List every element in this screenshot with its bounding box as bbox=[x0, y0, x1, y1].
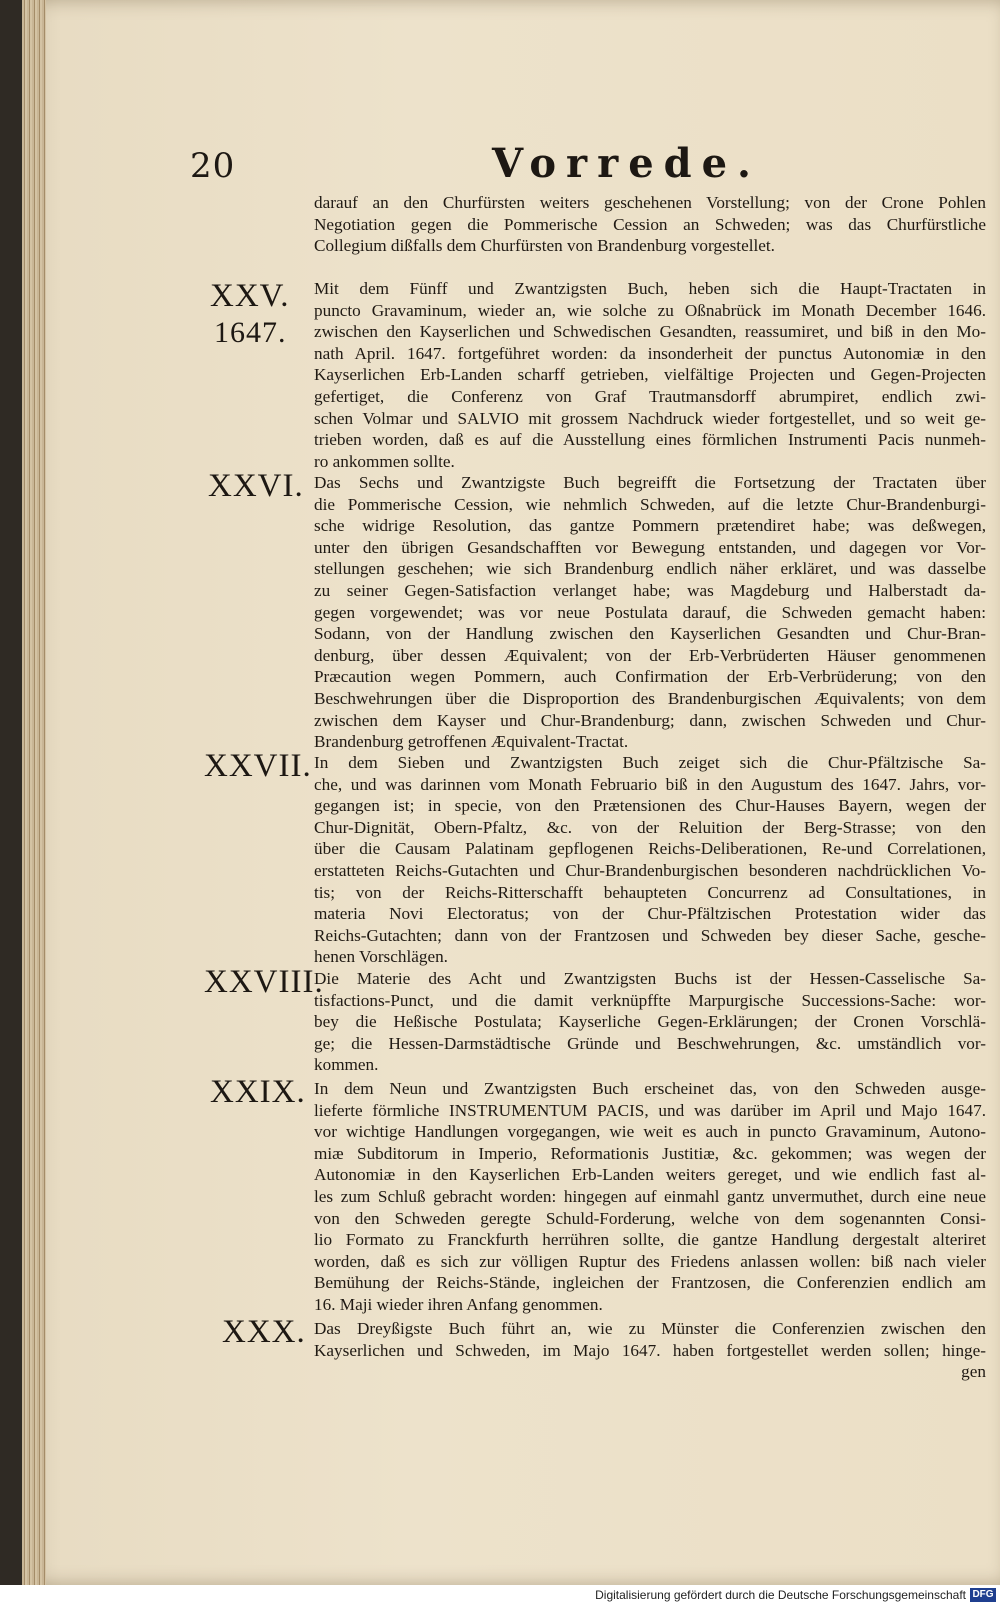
text-line: sche widrige Resolution, das gantze Pommern prætendiret habe; was deßwegen, bbox=[314, 516, 986, 536]
chapter-number: XXVII. bbox=[204, 748, 312, 784]
text-line: materia Novi Electoratus; von der Chur-Pfältzischen Protestation wider das bbox=[314, 904, 986, 924]
text-line: vor wichtige Handlungen vorgegangen, wie weit es auch in puncto Gravaminum, Autono- bbox=[314, 1122, 986, 1142]
text-line: Mit dem Fünff und Zwantzigsten Buch, heben sich die Haupt-Tractaten in bbox=[314, 279, 986, 298]
text-line: erstatteten Reichs-Gutachten und Chur-Brandenburgischen besonderen nachdrücklichen Vo- bbox=[314, 860, 986, 880]
text-line: gegangen ist; in specie, von den Prætensionen des Chur-Hauses Bayern, wegen der bbox=[314, 796, 986, 816]
text-line: miæ Subditorum in Imperio, Reformationis Justitiæ, &c. gekommen; was wegen der bbox=[314, 1143, 986, 1163]
year-marginal: 1647. bbox=[214, 316, 287, 349]
page-title: Vorrede. bbox=[492, 140, 761, 187]
text-line: lieferte förmliche INSTRUMENTUM PACIS, und was darüber im April und Majo 1647. bbox=[314, 1100, 986, 1120]
text-line: henen Vorschlägen. bbox=[314, 947, 448, 967]
text-line: puncto Gravaminum, wieder an, wie solche zu Oßnabrück im Monath December 1646. bbox=[314, 300, 986, 320]
text-line: les zum Schluß gebracht worden: hingegen auf einmahl gantz unvermuthet, durch eine neue bbox=[314, 1186, 986, 1206]
chapter-number: XXV. bbox=[210, 278, 290, 314]
text-line: Autonomiæ in den Kayserlichen Erb-Landen weiters gereget, und wie endlich fast al- bbox=[314, 1165, 986, 1185]
text-line: Collegium dißfalls dem Churfürsten von Brandenburg vorgestellet. bbox=[314, 236, 775, 256]
text-line: Negotiation gegen die Pommerische Cession an Schweden; was das Churfürstliche bbox=[314, 214, 986, 234]
paragraph-text bbox=[314, 968, 986, 1076]
running-head bbox=[22, 140, 1000, 200]
chapter-number: XXX. bbox=[222, 1314, 306, 1350]
text-line: lio Formato zu Franckfurth herrühren sollte, die gantze Handlung dergestalt alteriret bbox=[314, 1230, 986, 1250]
text-line: die Pommerische Cession, wie nehmlich Schweden, auf die letzte Chur-Brandenburgi- bbox=[314, 494, 986, 514]
chapter-number: XXVIII. bbox=[204, 964, 324, 1000]
paragraph-text bbox=[314, 1078, 986, 1316]
text-line: Das Dreyßigste Buch führt an, wie zu Münster die Conferenzien zwischen den bbox=[314, 1319, 986, 1338]
book-page bbox=[22, 0, 1000, 1585]
text-line: darauf an den Churfürsten weiters geschehenen Vorstellung; von der Crone Pohlen bbox=[314, 193, 986, 212]
text-line: Reichs-Gutachten; dann von der Frantzosen und Schweden bey dieser Sache, gesche- bbox=[314, 925, 986, 945]
dfg-logo-icon: DFG bbox=[970, 1588, 996, 1602]
text-line: bey die Heßische Postulata; Kayserliche Gegen-Erklärungen; der Cronen Vorschlä- bbox=[314, 1012, 986, 1032]
text-line: Die Materie des Acht und Zwantzigsten Buchs ist der Hessen-Casselische Sa- bbox=[314, 969, 986, 988]
text-line: gefertiget, die Conferenz von Graf Trautmansdorff abrumpiret, endlich zwi- bbox=[314, 386, 986, 406]
text-line: Brandenburg getroffenen Æquivalent-Tractat. bbox=[314, 732, 629, 752]
text-line: Kayserlichen Erb-Landen scharff getrieben, vielfältige Projecten und Gegen-Projecten bbox=[314, 365, 986, 385]
text-line: zu seiner Gegen-Satisfaction verlanget habe; was Magdeburg und Halberstadt da- bbox=[314, 580, 986, 600]
digitization-footer bbox=[0, 1585, 1000, 1606]
text-line: nath April. 1647. fortgeführet worden: da insonderheit der punctus Autonomiæ in den bbox=[314, 343, 986, 363]
paragraph-text bbox=[314, 472, 986, 753]
text-line: von den Schweden geregte Schuld-Forderung, welche von dem sogenannten Consi- bbox=[314, 1208, 986, 1228]
text-line: Sodann, von der Handlung zwischen den Kayserlichen Gesandten und Chur-Bran- bbox=[314, 624, 986, 644]
text-line: In dem Neun und Zwantzigsten Buch erscheinet das, von den Schweden ausge- bbox=[314, 1079, 986, 1098]
chapter-number: XXIX. bbox=[210, 1074, 306, 1110]
paragraph-text bbox=[314, 192, 986, 257]
text-line: che, und was darinnen vom Monath Februario biß in den Augustum des 1647. Jahrs, vor- bbox=[314, 774, 986, 794]
text-line: tis; von der Reichs-Ritterschafft behaupteten Concurrenz ad Consultationes, in bbox=[314, 882, 986, 902]
text-line: tisfactions-Punct, und die damit verknüpffte Marpurgische Successions-Sache: wor- bbox=[314, 990, 986, 1010]
page-edges bbox=[22, 0, 46, 1585]
page-number: 20 bbox=[190, 146, 236, 186]
text-line: Das Sechs und Zwantzigste Buch begreifft die Fortsetzung der Tractaten über bbox=[314, 473, 986, 492]
text-line: Præcaution wegen Pommern, auch Confirmation der Erb-Verbrüderung; von den bbox=[314, 667, 986, 687]
text-line: schen Volmar und SALVIO mit grossem Nachdruck wieder fortgestellet, und so weit ge- bbox=[314, 408, 986, 428]
chapter-number: XXVI. bbox=[208, 468, 304, 504]
text-line: denburg, über dessen Æquivalent; von der Erb-Verbrüderten Häuser genommenen bbox=[314, 645, 986, 665]
text-line: ro ankommen sollte. bbox=[314, 451, 455, 471]
paragraph-text bbox=[314, 1318, 986, 1383]
text-line: ge; die Hessen-Darmstädtische Gründe und Beschwehrungen, &c. umständlich vor- bbox=[314, 1033, 986, 1053]
text-line: gegen vorgewendet; was vor neue Postulata darauf, die Schweden gemacht haben: bbox=[314, 602, 986, 622]
footer-credit: Digitalisierung gefördert durch die Deutsche Forschungsgemeinschaft bbox=[595, 1588, 966, 1602]
text-line: Beschwehrungen über die Disproportion des Brandenburgischen Æquivalents; von dem bbox=[314, 688, 986, 708]
text-line: unter den übrigen Gesandschafften vor Bewegung entstanden, und dagegen vor Vor- bbox=[314, 537, 986, 557]
text-line: über die Causam Palatinam gepflogenen Reichs-Deliberationen, Re-und Correlationen, bbox=[314, 839, 986, 859]
paragraph-text bbox=[314, 278, 986, 472]
text-line: Bemühung der Reichs-Stände, ingleichen der Frantzosen, die Conferenzien endlich am bbox=[314, 1273, 986, 1293]
text-line: In dem Sieben und Zwantzigsten Buch zeiget sich die Chur-Pfältzische Sa- bbox=[314, 753, 986, 772]
text-line: worden, daß es sich zur völligen Ruptur des Friedens anlassen wollen: biß nach vieler bbox=[314, 1251, 986, 1271]
text-line: Kayserlichen und Schweden, im Majo 1647. haben fortgestellet werden sollen; hinge- bbox=[314, 1340, 986, 1360]
text-line: zwischen dem Kayser und Chur-Brandenburg; dann, zwischen Schweden und Chur- bbox=[314, 710, 986, 730]
text-line: zwischen den Kayserlichen und Schwedischen Gesandten, reassumiret, und biß in den Mo- bbox=[314, 322, 986, 342]
text-line: Chur-Dignität, Obern-Pfaltz, &c. von der Reluition der Berg-Strasse; von den bbox=[314, 817, 986, 837]
text-line: trieben worden, daß es auf die Ausstellung eines förmlichen Instrumenti Pacis nunmeh- bbox=[314, 430, 986, 450]
paragraph-text bbox=[314, 752, 986, 968]
catchword: gen bbox=[961, 1362, 986, 1382]
text-line: stellungen geschehen; wie sich Brandenburg endlich näher erkläret, und was dasselbe bbox=[314, 559, 986, 579]
text-line: kommen. bbox=[314, 1055, 379, 1075]
text-line: 16. Maji wieder ihren Anfang genommen. bbox=[314, 1294, 603, 1314]
